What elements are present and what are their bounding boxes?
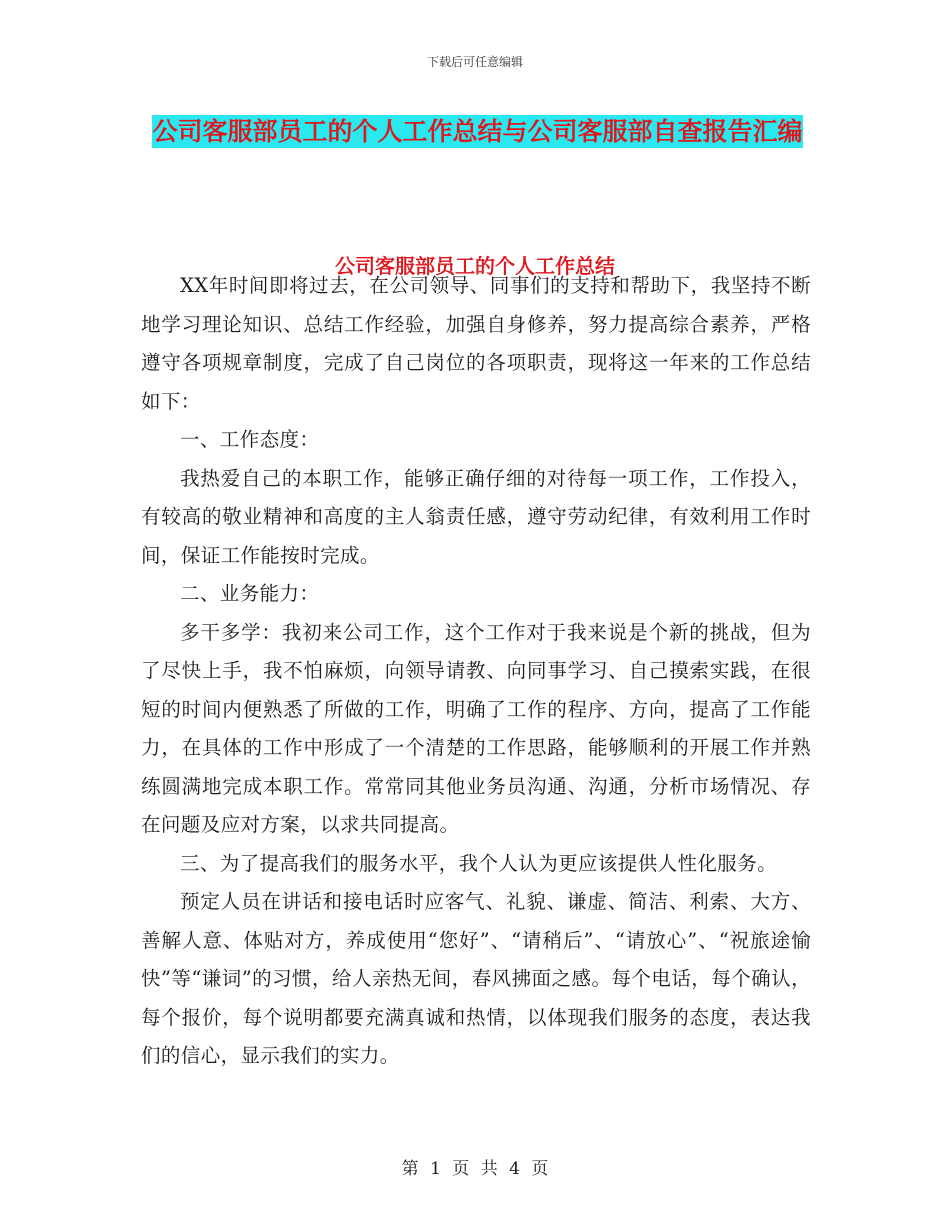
- header-note: 下载后可任意编辑: [426, 55, 523, 69]
- section-title: 公司客服部员工的个人工作总结: [335, 254, 615, 278]
- paragraph-business-ability: 多干多学：我初来公司工作，这个工作对于我来说是个新的挑战，但为了尽快上手，我不怕麻烦，向领导请教、向同事学习、自己摸索实践，在很短的时间内便熟悉了所做的工作，明确了工作的程序、方向，提高了工作能力，在具体的工作中形成了一个清楚的工作思路，能够顺利的开展工作并熟练圆满地完成本职工作。常常同其他业务员沟通、沟通，分析市场情况、存在问题及应对方案，以求共同提高。: [141, 620, 811, 836]
- document-body: [141, 267, 811, 1076]
- paragraph-service-level: 预定人员在讲话和接电话时应客气、礼貌、谦虚、简洁、利索、大方、善解人意、体贴对方，养成使用“您好”、“请稍后”、“请放心”、“祝旅途愉快”等“谦词”的习惯，给人亲热无间，春风拂面之感。每个电话，每个确认，每个报价，每个说明都要充满真诚和热情，以体现我们服务的态度，表达我们的信心，显示我们的实力。: [141, 890, 811, 1067]
- document-title-text: 公司客服部员工的个人工作总结与公司客服部自查报告汇编: [152, 117, 803, 146]
- heading-business-ability: 二、业务能力：: [180, 582, 320, 605]
- heading-service-level: 三、为了提高我们的服务水平，我个人认为更应该提供人性化服务。: [180, 851, 778, 875]
- heading-work-attitude: 一、工作态度：: [180, 428, 320, 451]
- page-footer: 第 1 页 共 4 页: [401, 1159, 549, 1179]
- paragraph-intro: XX年时间即将过去，在公司领导、同事们的支持和帮助下，我坚持不断地学习理论知识、总结工作经验，加强自身修养，努力提高综合素养，严格遵守各项规章制度，完成了自己岗位的各项职责，现将这一年来的工作总结如下：: [141, 274, 811, 413]
- document-title: [140, 108, 815, 155]
- paragraph-work-attitude: 我热爱自己的本职工作，能够正确仔细的对待每一项工作，工作投入，有较高的敬业精神和高度的主人翁责任感，遵守劳动纪律，有效利用工作时间，保证工作能按时完成。: [141, 466, 811, 567]
